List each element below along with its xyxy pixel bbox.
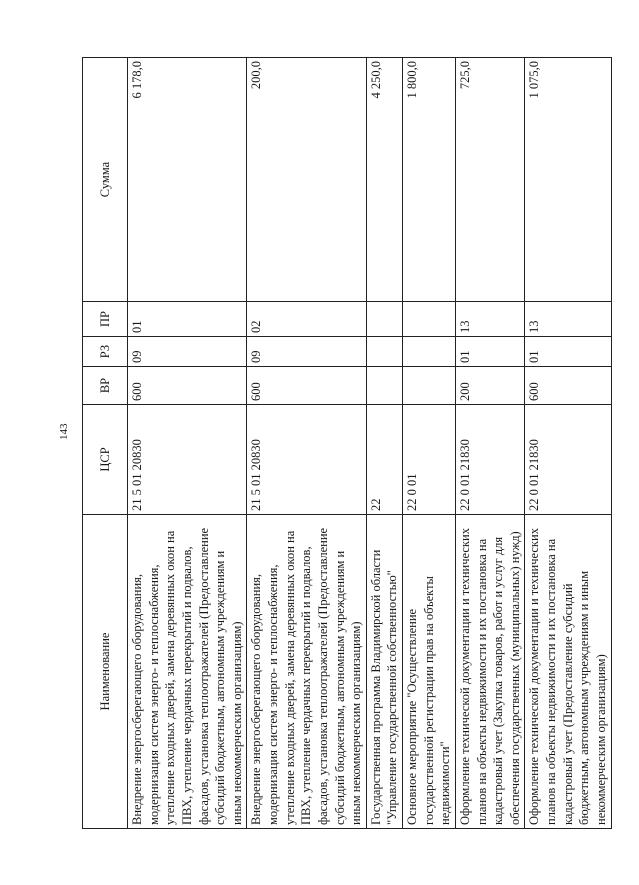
row-csr: 22 xyxy=(366,405,402,515)
row-vr: 600 xyxy=(128,367,247,405)
row-sum: 1 800,0 xyxy=(403,58,456,302)
row-vr xyxy=(403,367,456,405)
row-pr xyxy=(366,302,402,337)
row-vr: 600 xyxy=(525,367,611,405)
row-name: Оформление технической документации и технических планов на объекты недвижимости и их постановка на кадастровый учет (Предоставление субсидий бюджетным, автономным учреждениям и иным некоммерческим организациям) xyxy=(525,515,611,829)
row-vr: 600 xyxy=(247,367,366,405)
table-row xyxy=(525,58,611,829)
header-row xyxy=(83,58,128,829)
header-vr: ВР xyxy=(83,367,128,405)
row-pr: 13 xyxy=(525,302,611,337)
row-csr: 21 5 01 20830 xyxy=(247,405,366,515)
table-row xyxy=(366,58,402,829)
row-pr: 13 xyxy=(455,302,525,337)
row-name: Внедрение энергосберегающего оборудования, модернизация систем энерго- и теплоснабжения, утепление входных дверей, замена деревянных окон на ПВХ, утепление чердачных перекрытий и подвалов, фасадов, установка теплоотражателей (Предоставление субсидий бюджетным, автономным учреждениям и иным некоммерческим организациям) xyxy=(128,515,247,829)
row-csr: 22 0 01 21830 xyxy=(525,405,611,515)
page-number: 143 xyxy=(58,423,70,440)
header-csr: ЦСР xyxy=(83,405,128,515)
row-pr: 02 xyxy=(247,302,366,337)
header-pr: ПР xyxy=(83,302,128,337)
table-row xyxy=(128,58,247,829)
header-rz: РЗ xyxy=(83,337,128,367)
table-row xyxy=(247,58,366,829)
row-vr xyxy=(366,367,402,405)
row-name: Основное мероприятие "Осуществление государственной регистрации прав на объекты недвижимости" xyxy=(403,515,456,829)
row-name: Оформление технической документации и технических планов на объекты недвижимости и их постановка на кадастровый учет (Закупка товаров, работ и услуг для обеспечения государственных (муниципальных) нужд) xyxy=(455,515,525,829)
budget-table xyxy=(82,57,612,829)
row-rz: 09 xyxy=(128,337,247,367)
row-csr: 22 0 01 xyxy=(403,405,456,515)
row-csr: 21 5 01 20830 xyxy=(128,405,247,515)
row-name: Внедрение энергосберегающего оборудования, модернизация систем энерго- и теплоснабжения, утепление входных дверей, замена деревянных окон на ПВХ, утепление чердачных перекрытий и подвалов, фасадов, установка теплоотражателей (Предоставление субсидий бюджетным, автономным учреждениям и иным некоммерческим организациям) xyxy=(247,515,366,829)
row-sum: 4 250,0 xyxy=(366,58,402,302)
row-rz xyxy=(366,337,402,367)
row-rz: 01 xyxy=(455,337,525,367)
row-rz xyxy=(403,337,456,367)
row-sum: 1 075,0 xyxy=(525,58,611,302)
row-pr: 01 xyxy=(128,302,247,337)
row-sum: 725,0 xyxy=(455,58,525,302)
row-sum: 200,0 xyxy=(247,58,366,302)
table-row xyxy=(403,58,456,829)
row-sum: 6 178,0 xyxy=(128,58,247,302)
row-rz: 01 xyxy=(525,337,611,367)
header-sum: Сумма xyxy=(83,58,128,302)
row-rz: 09 xyxy=(247,337,366,367)
header-name: Наименование xyxy=(83,515,128,829)
row-csr: 22 0 01 21830 xyxy=(455,405,525,515)
row-vr: 200 xyxy=(455,367,525,405)
row-name: Государственная программа Владимирской области "Управление государственной собственностью" xyxy=(366,515,402,829)
table-row xyxy=(455,58,525,829)
row-pr xyxy=(403,302,456,337)
rotated-table-container xyxy=(82,58,608,829)
